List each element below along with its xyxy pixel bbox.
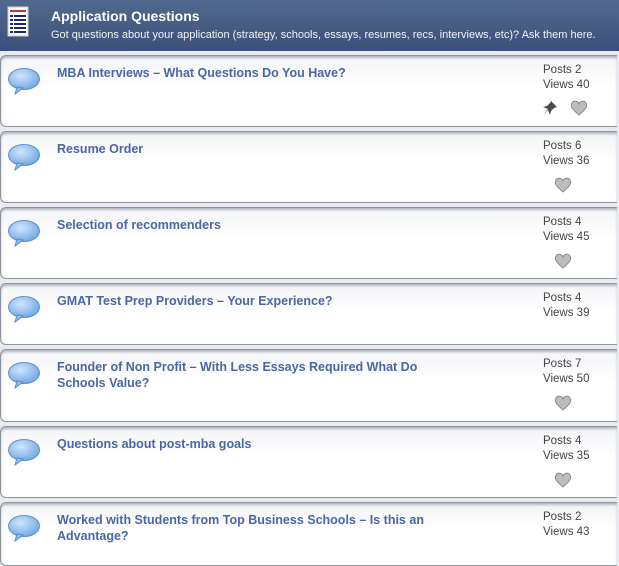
topic-row[interactable] bbox=[0, 502, 617, 566]
forum-header bbox=[0, 0, 619, 51]
topic-stats bbox=[543, 434, 589, 464]
pin-icon[interactable] bbox=[542, 100, 558, 116]
speech-bubble-icon bbox=[7, 219, 41, 247]
heart-icon[interactable] bbox=[554, 395, 572, 411]
views-count: 45 bbox=[576, 231, 590, 243]
topic-stats bbox=[543, 215, 589, 245]
topic-title-link[interactable]: Resume Order bbox=[57, 142, 144, 156]
views-count: 36 bbox=[576, 155, 590, 167]
posts-count: 4 bbox=[574, 292, 582, 304]
posts-count: 6 bbox=[574, 140, 582, 152]
forum-description: Got questions about your application (strategy, schools, essays, resumes, recs, interviews, etc)? Ask them here. bbox=[51, 29, 596, 41]
topic-stats bbox=[543, 357, 589, 387]
speech-bubble-icon bbox=[7, 295, 41, 323]
views-label: Views bbox=[543, 79, 574, 91]
topic-row[interactable] bbox=[0, 55, 617, 127]
posts-label: Posts bbox=[543, 511, 572, 523]
views-count: 50 bbox=[576, 373, 590, 385]
views-count: 43 bbox=[576, 526, 590, 538]
speech-bubble-icon bbox=[7, 67, 41, 95]
topic-row[interactable] bbox=[0, 349, 617, 422]
views-label: Views bbox=[543, 231, 574, 243]
views-label: Views bbox=[543, 373, 574, 385]
views-label: Views bbox=[543, 155, 574, 167]
speech-bubble-icon bbox=[7, 361, 41, 389]
heart-icon[interactable] bbox=[554, 253, 572, 269]
posts-count: 4 bbox=[574, 216, 582, 228]
topic-stats bbox=[543, 139, 589, 169]
posts-count: 2 bbox=[574, 511, 582, 523]
views-label: Views bbox=[543, 450, 574, 462]
views-label: Views bbox=[543, 307, 574, 319]
topic-row[interactable] bbox=[0, 426, 617, 498]
views-count: 39 bbox=[576, 307, 590, 319]
speech-bubble-icon bbox=[7, 143, 41, 171]
speech-bubble-icon bbox=[7, 438, 41, 466]
topic-stats bbox=[543, 63, 589, 93]
topic-title-link[interactable]: Founder of Non Profit – With Less Essays Required What Do Schools Value? bbox=[57, 360, 418, 390]
heart-icon[interactable] bbox=[554, 177, 572, 193]
heart-icon[interactable] bbox=[554, 472, 572, 488]
posts-count: 2 bbox=[574, 64, 582, 76]
speech-bubble-icon bbox=[7, 514, 41, 542]
topic-title-link[interactable]: Selection of recommenders bbox=[57, 218, 221, 232]
topic-stats bbox=[543, 291, 589, 321]
views-count: 40 bbox=[576, 79, 590, 91]
topic-stats bbox=[543, 510, 589, 540]
topic-title-link[interactable]: GMAT Test Prep Providers – Your Experience? bbox=[57, 294, 333, 308]
views-count: 35 bbox=[576, 450, 590, 462]
posts-label: Posts bbox=[543, 358, 572, 370]
topic-title-link[interactable]: MBA Interviews – What Questions Do You Have? bbox=[57, 66, 346, 80]
posts-label: Posts bbox=[543, 64, 572, 76]
topic-title-link[interactable]: Worked with Students from Top Business Schools – Is this an Advantage? bbox=[57, 513, 424, 543]
posts-label: Posts bbox=[543, 292, 572, 304]
posts-count: 7 bbox=[574, 358, 582, 370]
views-label: Views bbox=[543, 526, 574, 538]
topic-row[interactable] bbox=[0, 283, 617, 345]
posts-label: Posts bbox=[543, 435, 572, 447]
heart-icon[interactable] bbox=[570, 100, 588, 116]
topic-title-link[interactable]: Questions about post-mba goals bbox=[57, 437, 252, 451]
document-icon bbox=[7, 6, 29, 37]
forum-title[interactable]: Application Questions bbox=[51, 8, 200, 24]
posts-label: Posts bbox=[543, 216, 572, 228]
posts-count: 4 bbox=[574, 435, 582, 447]
topic-row[interactable] bbox=[0, 207, 617, 279]
posts-label: Posts bbox=[543, 140, 572, 152]
topic-row[interactable] bbox=[0, 131, 617, 203]
